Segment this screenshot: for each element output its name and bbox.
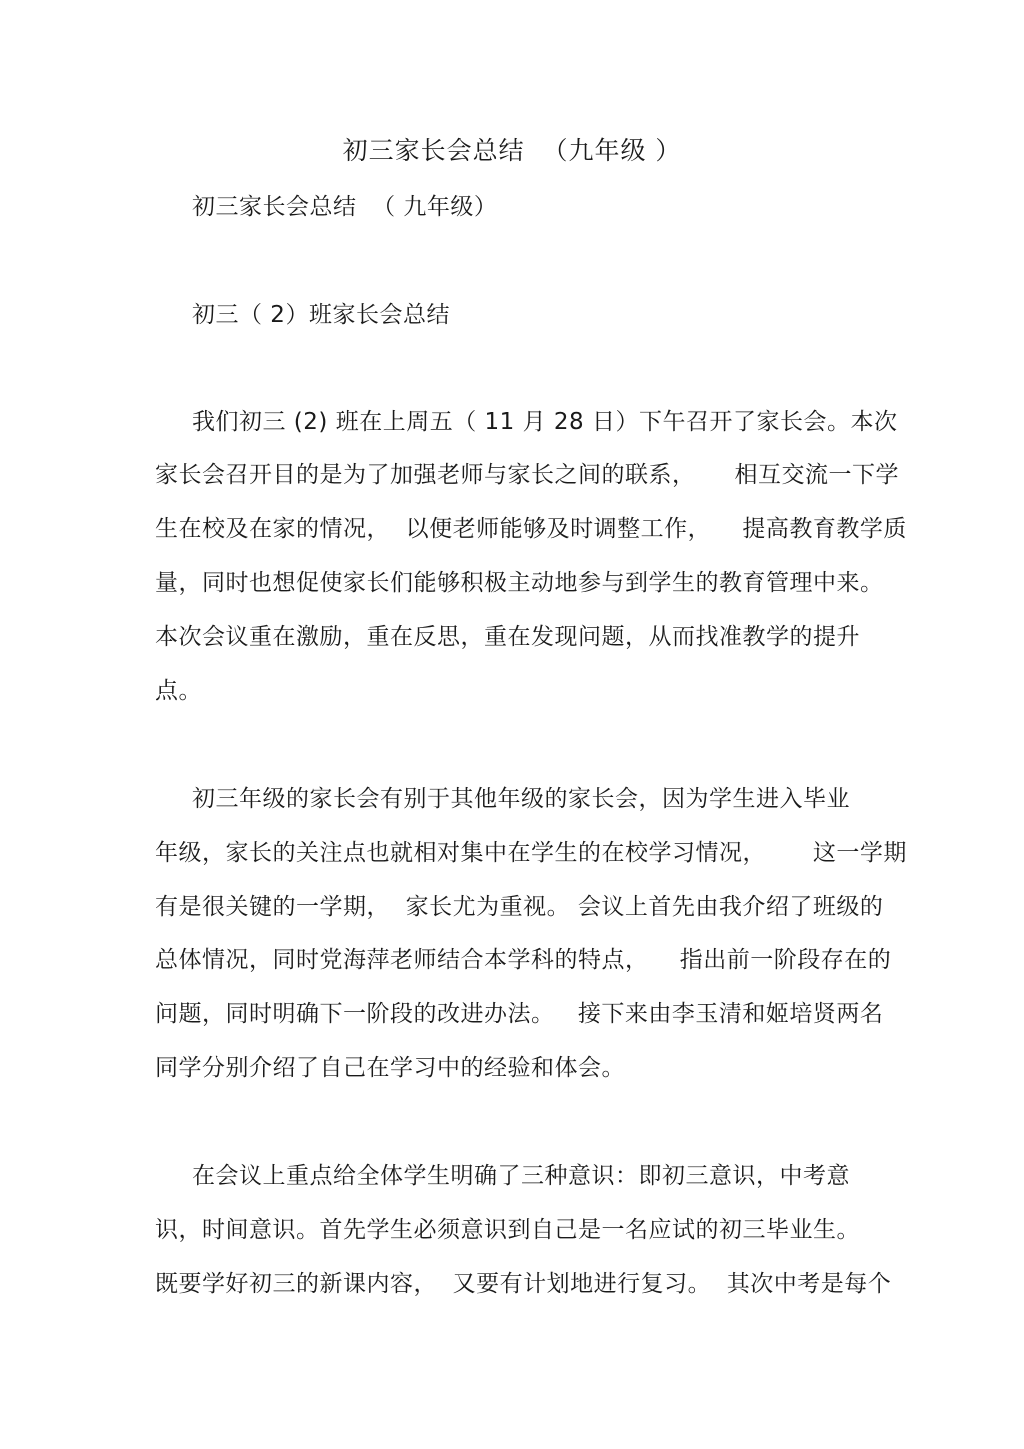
paragraph-1-line-1: 我们初三 (2) 班在上周五（ 11 月 28 日）下午召开了家长会。本次 [192, 409, 898, 435]
paragraph-2-line-2: 年级，家长的关注点也就相对集中在学生的在校学习情况， 这一学期 [155, 840, 907, 866]
paragraph-1-line-5: 本次会议重在激励，重在反思，重在发现问题，从而找准教学的提升 [155, 624, 860, 650]
paragraph-1-line-2: 家长会召开目的是为了加强老师与家长之间的联系， 相互交流一下学 [155, 462, 900, 488]
paragraph-2-line-3: 有是很关键的一学期， 家长尤为重视。 会议上首先由我介绍了班级的 [155, 894, 884, 920]
document-subtitle: 初三家长会总结 （ 九年级） [192, 194, 498, 220]
paragraph-1-line-6: 点。 [155, 678, 202, 704]
paragraph-1-line-3: 生在校及在家的情况， 以便老师能够及时调整工作， 提高教育教学质 [155, 516, 907, 542]
paragraph-2-line-5: 问题，同时明确下一阶段的改进办法。 接下来由李玉清和姬培贤两名 [155, 1001, 884, 1027]
class-heading: 初三（ 2）班家长会总结 [192, 302, 450, 328]
paragraph-3-line-1: 在会议上重点给全体学生明确了三种意识：即初三意识，中考意 [192, 1163, 850, 1189]
paragraph-2-line-6: 同学分别介绍了自己在学习中的经验和体会。 [155, 1055, 625, 1081]
paragraph-1-line-4: 量，同时也想促使家长们能够积极主动地参与到学生的教育管理中来。 [155, 570, 884, 596]
paragraph-3-line-3: 既要学好初三的新课内容， 又要有计划地进行复习。 其次中考是每个 [155, 1271, 892, 1297]
paragraph-3-line-2: 识，时间意识。首先学生必须意识到自己是一名应试的初三毕业生。 [155, 1217, 860, 1243]
paragraph-2-line-4: 总体情况，同时党海萍老师结合本学科的特点， 指出前一阶段存在的 [155, 947, 892, 973]
paragraph-2-line-1: 初三年级的家长会有别于其他年级的家长会，因为学生进入毕业 [192, 786, 850, 812]
document-title: 初三家长会总结 （九年级 ） [342, 136, 682, 165]
